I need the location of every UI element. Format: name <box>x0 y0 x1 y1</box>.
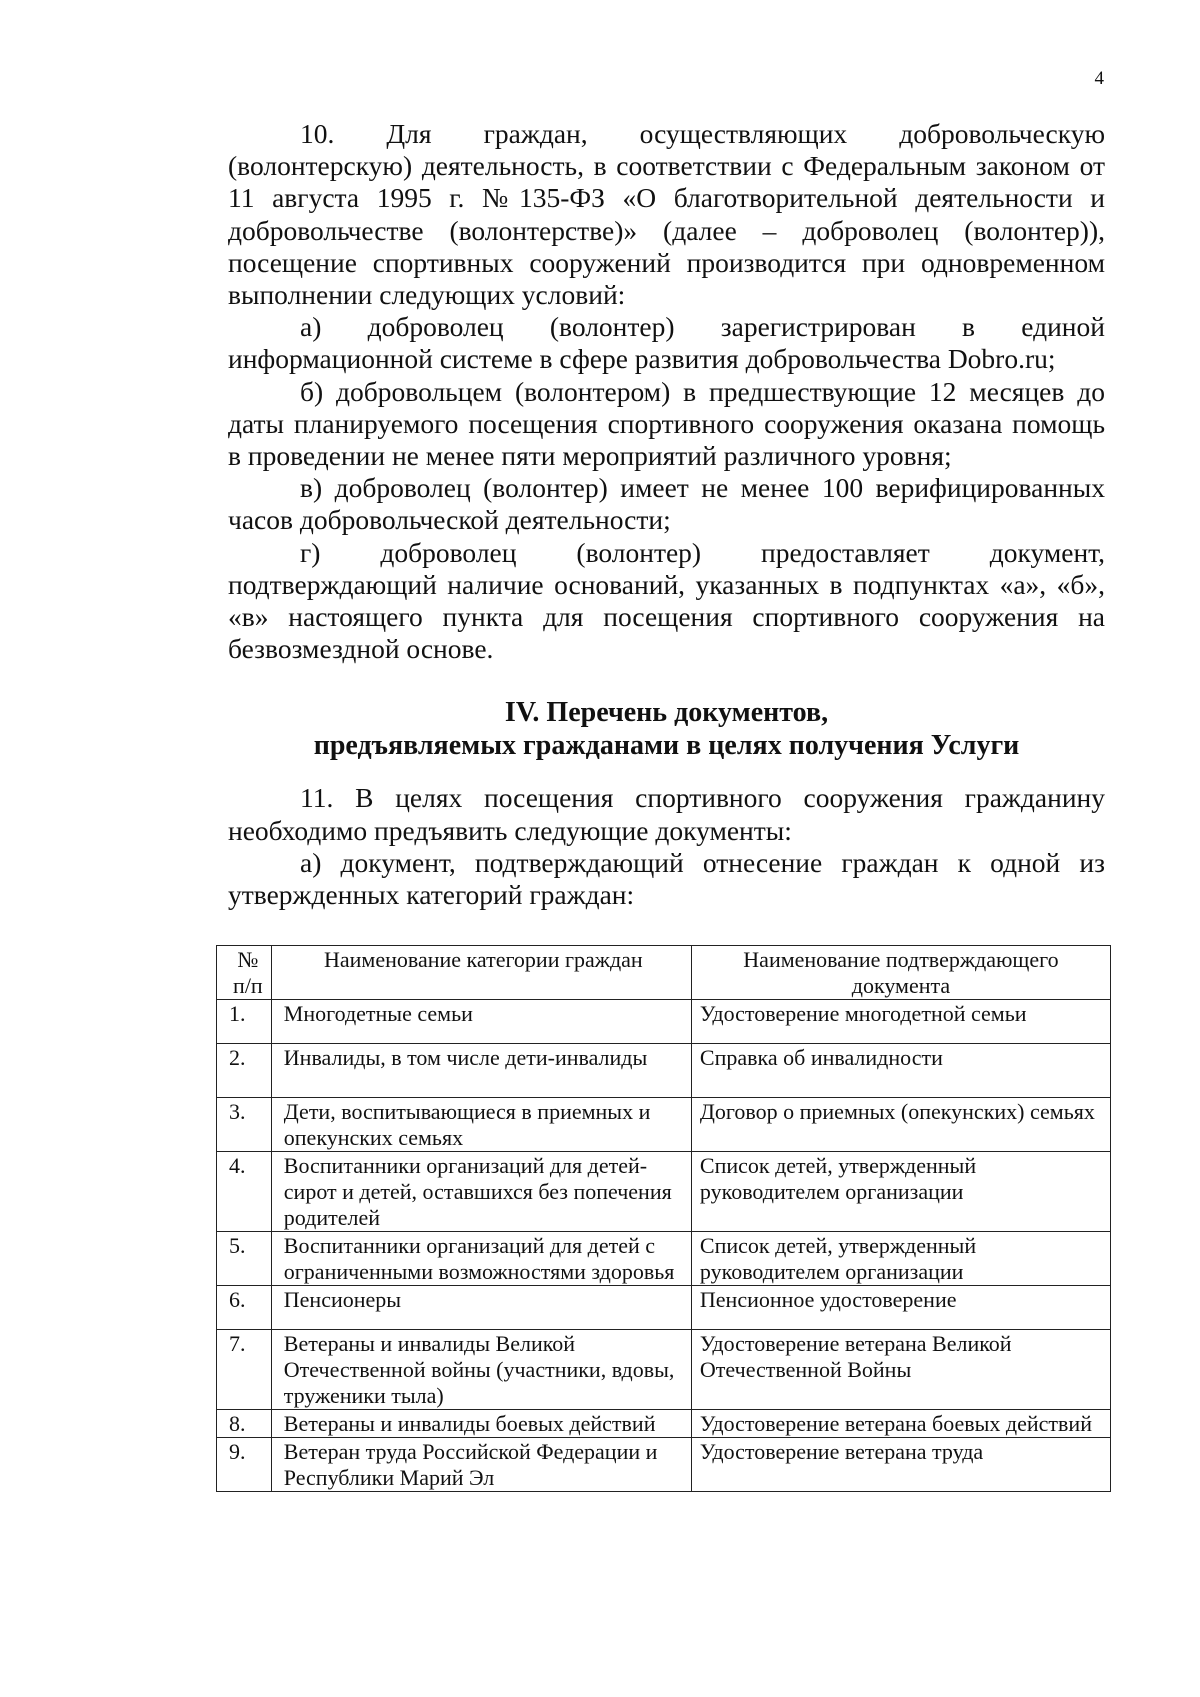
row-category: Воспитанники организаций для детей-сирот и детей, оставшихся без попечения родителей <box>271 1152 691 1232</box>
row-document: Удостоверение ветерана труда <box>691 1438 1110 1492</box>
row-num: 7. <box>217 1330 272 1410</box>
subitem-v: в) доброволец (волонтер) имеет не менее 100 верифицированных часов добровольческой деятельности; <box>228 472 1105 536</box>
section-heading-line1: IV. Перечень документов, <box>504 697 829 729</box>
table-header-row <box>217 946 1111 1000</box>
row-num: 6. <box>217 1286 272 1330</box>
subitem-g: г) доброволец (волонтер) предоставляет документ, подтверждающий наличие оснований, указанных в подпунктах «а», «б», «в» настоящего пункта для посещения спортивного сооружения на безвозмездной основе. <box>228 536 1105 665</box>
row-category: Пенсионеры <box>271 1286 691 1330</box>
row-num: 3. <box>217 1098 272 1152</box>
table-row <box>217 1000 1111 1044</box>
row-num: 5. <box>217 1232 272 1286</box>
subitem-b: б) добровольцем (волонтером) в предшествующие 12 месяцев до даты планируемого посещения спортивного сооружения оказана помощь в проведении не менее пяти мероприятий различного уровня; <box>228 375 1105 472</box>
table-row <box>217 1044 1111 1098</box>
row-document: Список детей, утвержденный руководителем организации <box>691 1152 1110 1232</box>
table-row <box>217 1152 1111 1232</box>
header-num: № п/п <box>217 946 272 1000</box>
page-number: 4 <box>1094 68 1104 89</box>
header-category: Наименование категории граждан <box>271 946 691 1000</box>
paragraph-10: 10. Для граждан, осуществляющих добровольческую (волонтерскую) деятельность, в соответствии с Федеральным законом от 11 августа 1995 г. №135-ФЗ «О благотворительной деятельности и добровольчестве (волонтерстве)» (далее – доброволец (волонтер)), посещение спортивных сооружений производится при одновременном выполнении следующих условий: <box>228 118 1105 311</box>
row-category: Многодетные семьи <box>271 1000 691 1044</box>
subitem-a: а) доброволец (волонтер) зарегистрирован в единой информационной системе в сфере развития добровольчества Dobro.ru; <box>228 311 1105 375</box>
row-category: Ветераны и инвалиды боевых действий <box>271 1410 691 1438</box>
row-document: Удостоверение многодетной семьи <box>691 1000 1110 1044</box>
row-num: 8. <box>217 1410 272 1438</box>
row-document: Договор о приемных (опекунских) семьях <box>691 1098 1110 1152</box>
row-num: 2. <box>217 1044 272 1098</box>
row-num: 4. <box>217 1152 272 1232</box>
section-heading-line2: предъявляемых гражданами в целях получения Услуги <box>313 730 1020 762</box>
table-row <box>217 1330 1111 1410</box>
row-document: Пенсионное удостоверение <box>691 1286 1110 1330</box>
row-category: Дети, воспитывающиеся в приемных и опекунских семьях <box>271 1098 691 1152</box>
row-category: Ветеран труда Российской Федерации и Республики Марий Эл <box>271 1438 691 1492</box>
row-document: Удостоверение ветерана Великой Отечественной Войны <box>691 1330 1110 1410</box>
row-document: Удостоверение ветерана боевых действий <box>691 1410 1110 1438</box>
row-category: Инвалиды, в том числе дети-инвалиды <box>271 1044 691 1098</box>
documents-table <box>216 945 1111 1492</box>
document-body <box>228 118 1105 911</box>
row-num: 9. <box>217 1438 272 1492</box>
section-heading <box>228 696 1105 762</box>
paragraph-11: 11. В целях посещения спортивного сооружения гражданину необходимо предъявить следующие документы: <box>228 782 1105 846</box>
table-row <box>217 1438 1111 1492</box>
row-category: Ветераны и инвалиды Великой Отечественной войны (участники, вдовы, труженики тыла) <box>271 1330 691 1410</box>
row-document: Справка об инвалидности <box>691 1044 1110 1098</box>
table-row <box>217 1286 1111 1330</box>
table-row <box>217 1098 1111 1152</box>
subitem-11a: а) документ, подтверждающий отнесение граждан к одной из утвержденных категорий граждан: <box>228 846 1105 911</box>
table-row <box>217 1410 1111 1438</box>
row-category: Воспитанники организаций для детей с ограниченными возможностями здоровья <box>271 1232 691 1286</box>
header-document: Наименование подтверждающего документа <box>691 946 1110 1000</box>
row-num: 1. <box>217 1000 272 1044</box>
row-document: Список детей, утвержденный руководителем организации <box>691 1232 1110 1286</box>
table-row <box>217 1232 1111 1286</box>
